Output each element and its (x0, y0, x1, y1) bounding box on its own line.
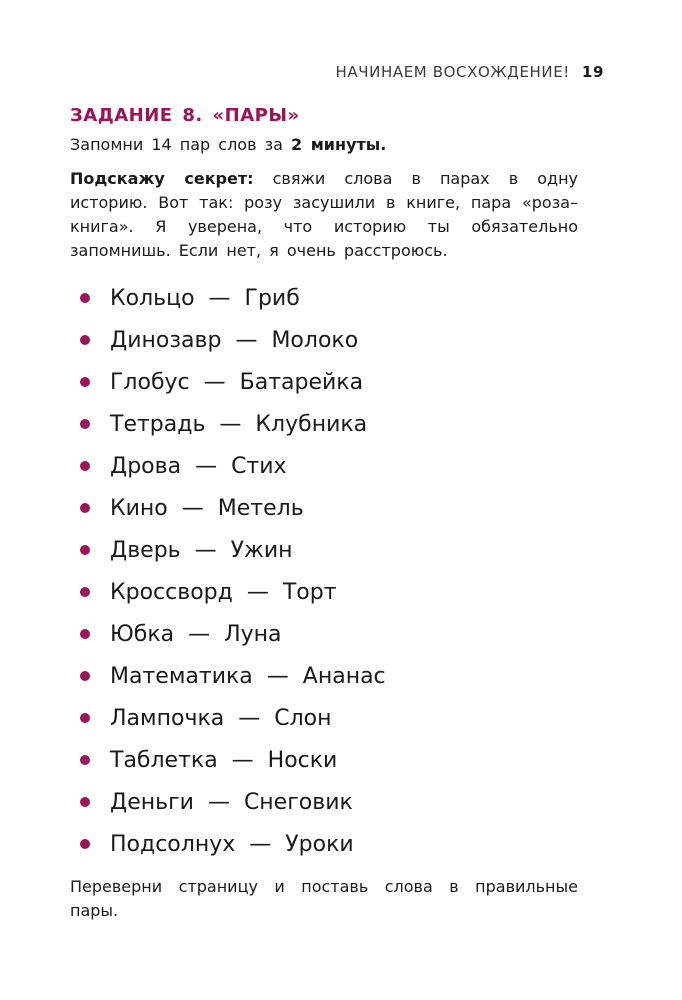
pair-separator: — (266, 663, 289, 689)
task-instruction (70, 133, 578, 157)
bullet-dot-icon (80, 839, 90, 849)
bullet-dot-icon (80, 629, 90, 639)
hint-text: свяжи слова в парах в одну историю. Вот так: розу засушили в книге, пара «роза–книга». Я уверена, что историю ты обязательно запомнишь. Если нет, я очень расстроюсь. (70, 169, 578, 260)
word-pair (80, 571, 578, 613)
pair-separator: — (203, 369, 226, 395)
pair-separator: — (219, 411, 242, 437)
bullet-dot-icon (80, 503, 90, 513)
pair-separator: — (194, 537, 217, 563)
word-pair (80, 823, 578, 865)
bullet-dot-icon (80, 713, 90, 723)
pair-right-word: Ананас (302, 663, 386, 689)
pair-left-word: Юбка (110, 621, 175, 647)
word-pair (80, 613, 578, 655)
word-pairs-list (80, 277, 578, 865)
pair-right-word: Снеговик (243, 789, 353, 815)
running-title: НАЧИНАЕМ ВОСХОЖДЕНИЕ! (335, 63, 570, 81)
hint-label: Подскажу секрет: (70, 169, 254, 188)
pair-right-word: Гриб (244, 285, 300, 311)
pair-right-word: Метель (217, 495, 304, 521)
hint-paragraph (70, 167, 578, 263)
pair-left-word: Динозавр (110, 327, 222, 353)
pair-separator: — (238, 705, 261, 731)
pair-separator: — (231, 747, 254, 773)
pair-separator: — (207, 789, 230, 815)
pair-right-word: Слон (274, 705, 332, 731)
pair-left-word: Таблетка (110, 747, 218, 773)
running-head (336, 63, 604, 81)
footer-instruction: Переверни страницу и поставь слова в правильные пары. (70, 877, 578, 920)
pair-left-word: Дрова (110, 453, 182, 479)
word-pair (80, 487, 578, 529)
word-pair (80, 277, 578, 319)
pair-right-word: Торт (282, 579, 337, 605)
pair-left-word: Деньги (110, 789, 194, 815)
word-pair (80, 529, 578, 571)
pair-separator: — (181, 495, 204, 521)
bullet-dot-icon (80, 377, 90, 387)
word-pair (80, 319, 578, 361)
instruction-time: 2 минуты. (291, 135, 387, 154)
page-content (70, 104, 578, 923)
pair-right-word: Носки (267, 747, 338, 773)
pair-left-word: Тетрадь (110, 411, 206, 437)
pair-left-word: Дверь (110, 537, 181, 563)
page-number: 19 (581, 63, 604, 81)
bullet-dot-icon (80, 671, 90, 681)
pair-separator: — (195, 453, 218, 479)
bullet-dot-icon (80, 461, 90, 471)
pair-right-word: Клубника (255, 411, 368, 437)
pair-right-word: Уроки (285, 831, 354, 857)
instruction-text: Запомни 14 пар слов за (70, 135, 292, 154)
pair-left-word: Лампочка (110, 705, 225, 731)
bullet-dot-icon (80, 755, 90, 765)
pair-left-word: Кино (110, 495, 168, 521)
pair-left-word: Кроссворд (110, 579, 233, 605)
pair-right-word: Стих (231, 453, 287, 479)
pair-right-word: Молоко (271, 327, 359, 353)
pair-right-word: Ужин (230, 537, 293, 563)
pair-left-word: Подсолнух (110, 831, 236, 857)
bullet-dot-icon (80, 545, 90, 555)
pair-right-word: Луна (224, 621, 282, 647)
bullet-dot-icon (80, 797, 90, 807)
bullet-dot-icon (80, 335, 90, 345)
bullet-dot-icon (80, 293, 90, 303)
task-title: ЗАДАНИЕ 8. «ПАРЫ» (70, 105, 300, 126)
bullet-dot-icon (80, 587, 90, 597)
pair-separator: — (188, 621, 211, 647)
word-pair (80, 697, 578, 739)
pair-left-word: Глобус (110, 369, 190, 395)
pair-separator: — (235, 327, 258, 353)
word-pair (80, 655, 578, 697)
pair-left-word: Кольцо (110, 285, 195, 311)
bullet-dot-icon (80, 419, 90, 429)
word-pair (80, 781, 578, 823)
pair-separator: — (246, 579, 269, 605)
pair-separator: — (249, 831, 272, 857)
word-pair (80, 739, 578, 781)
word-pair (80, 403, 578, 445)
pair-separator: — (208, 285, 231, 311)
pair-left-word: Математика (110, 663, 253, 689)
pair-right-word: Батарейка (239, 369, 364, 395)
word-pair (80, 361, 578, 403)
word-pair (80, 445, 578, 487)
